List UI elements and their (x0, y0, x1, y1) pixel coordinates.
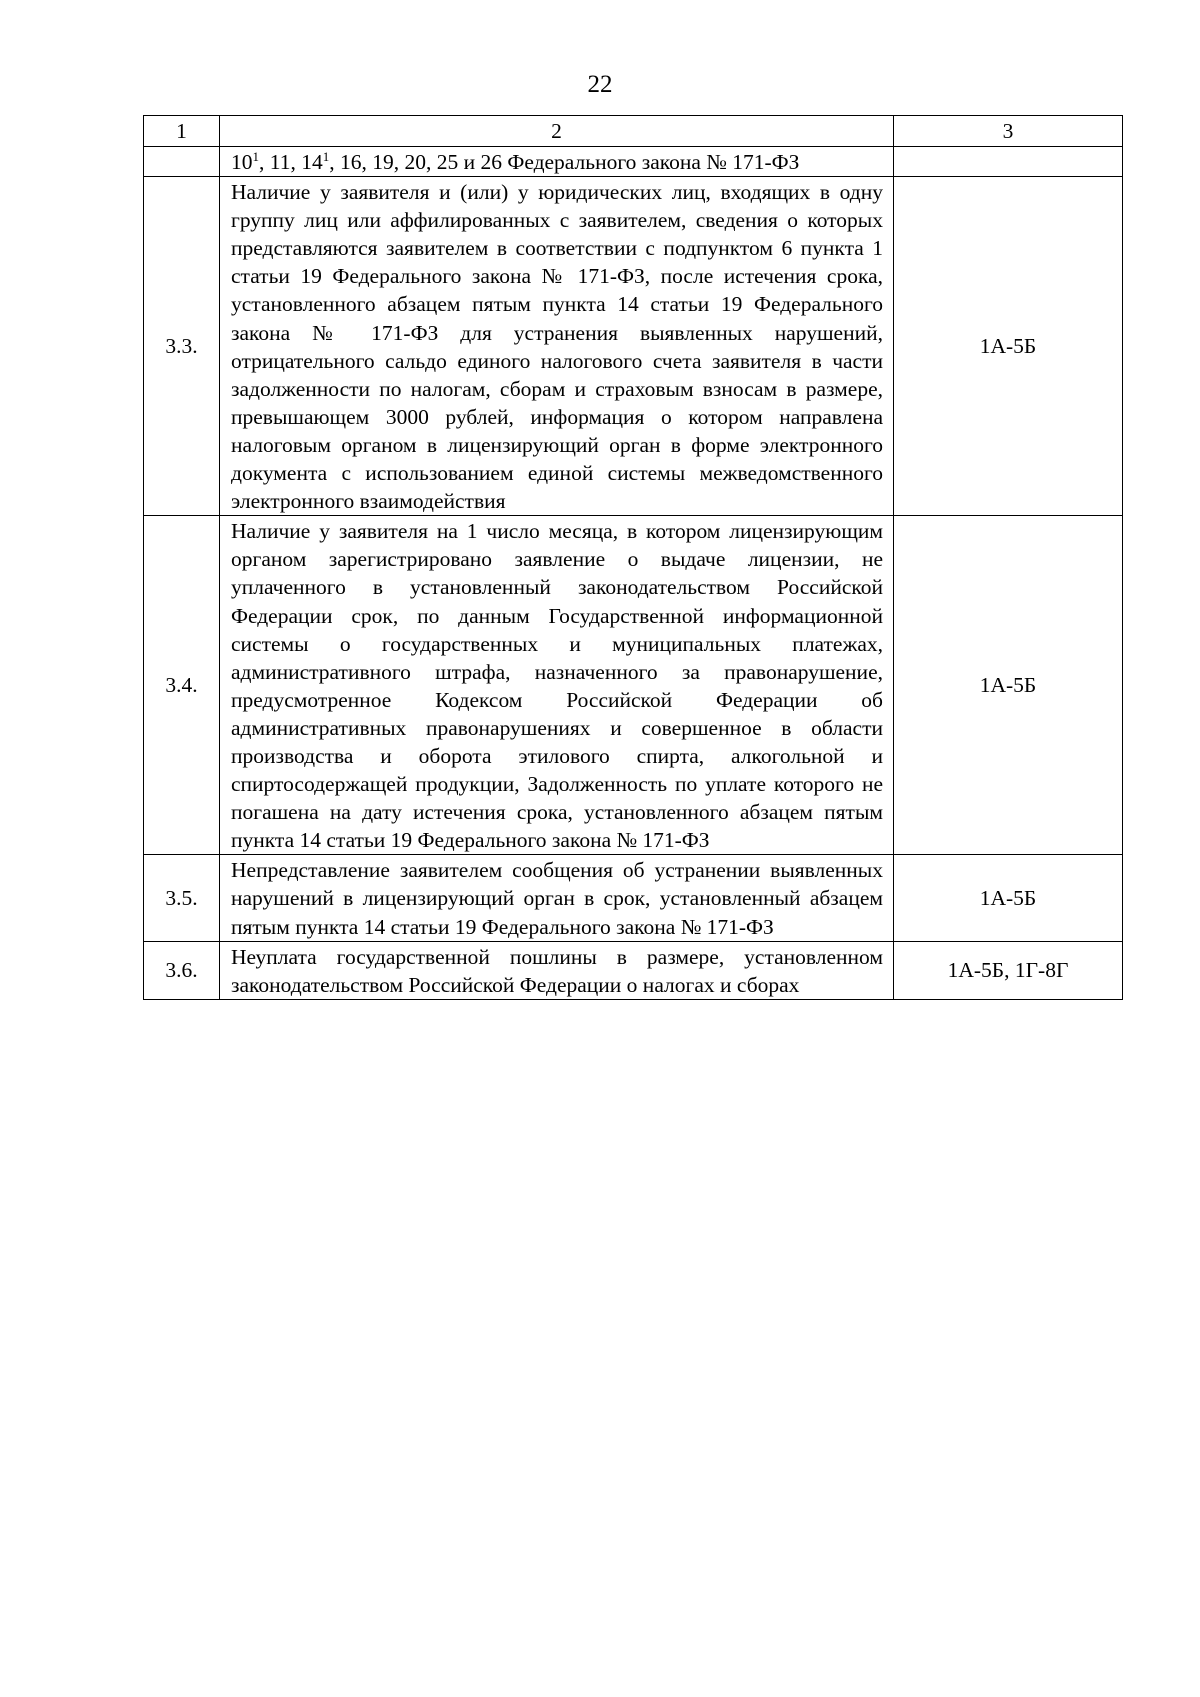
requirements-table (143, 115, 1123, 1000)
row-number (144, 147, 220, 177)
table-row (144, 941, 1123, 999)
row-codes: 1А-5Б (894, 516, 1123, 855)
row-number: 3.4. (144, 516, 220, 855)
row-number: 3.5. (144, 855, 220, 941)
row-text: Наличие у заявителя на 1 число месяца, в котором лицензирующим органом зарегистрировано заявление о выдаче лицензии, не уплаченного в установленный законодательством Российской Федерации срок, по данным Государственной информационной системы о государственных и муниципальных платежах, административного штрафа, назначенного за правонарушение, предусмотренное Кодексом Российской Федерации об административных правонарушениях и совершенное в области производства и оборота этилового спирта, алкогольной и спиртосодержащей продукции, Задолженность по уплате которого не погашена на дату истечения срока, установленного абзацем пятым пункта 14 статьи 19 Федерального закона № 171-ФЗ (220, 516, 894, 855)
text-fragment: 14 (301, 150, 323, 174)
superscript: 1 (322, 148, 330, 164)
text-fragment: 10 (231, 150, 253, 174)
row-text: Непредставление заявителем сообщения об устранении выявленных нарушений в лицензирующий орган в срок, установленный абзацем пятым пункта 14 статьи 19 Федерального закона № 171-ФЗ (220, 855, 894, 941)
row-codes: 1А-5Б (894, 855, 1123, 941)
row-text: Неуплата государственной пошлины в размере, установленном законодательством Российской Федерации о налогах и сборах (220, 941, 894, 999)
superscript: 1 (252, 148, 259, 164)
table-header-row (144, 116, 1123, 147)
text-fragment: , 11, (259, 150, 302, 174)
row-text (220, 147, 894, 177)
page-number: 22 (587, 71, 613, 98)
header-cell-2: 2 (220, 116, 894, 147)
row-number: 3.6. (144, 941, 220, 999)
header-cell-3: 3 (894, 116, 1123, 147)
row-codes: 1А-5Б, 1Г-8Г (894, 941, 1123, 999)
table-row (144, 855, 1123, 941)
header-cell-1: 1 (144, 116, 220, 147)
row-number: 3.3. (144, 177, 220, 516)
table-row (144, 177, 1123, 516)
row-text: Наличие у заявителя и (или) у юридических лиц, входящих в одну группу лиц или аффилированных с заявителем, сведения о которых представляются заявителем в соответствии с подпунктом 6 пункта 1 статьи 19 Федерального закона № 171-ФЗ, после истечения срока, установленного абзацем пятым пункта 14 статьи 19 Федерального закона № 171-ФЗ для устранения выявленных нарушений, отрицательного сальдо единого налогового счета заявителя в части задолженности по налогам, сборам и страховым взносам в размере, превышающем 3000 рублей, информация о котором направлена налоговым органом в лицензирующий орган в форме электронного документа с использованием единой системы межведомственного электронного взаимодействия (220, 177, 894, 516)
row-codes: 1А-5Б (894, 177, 1123, 516)
row-codes (894, 147, 1123, 177)
table-row-continuation (144, 147, 1123, 177)
table-row (144, 516, 1123, 855)
text-fragment: , 16, 19, 20, 25 и 26 Федерального закона № 171-ФЗ (329, 150, 800, 174)
